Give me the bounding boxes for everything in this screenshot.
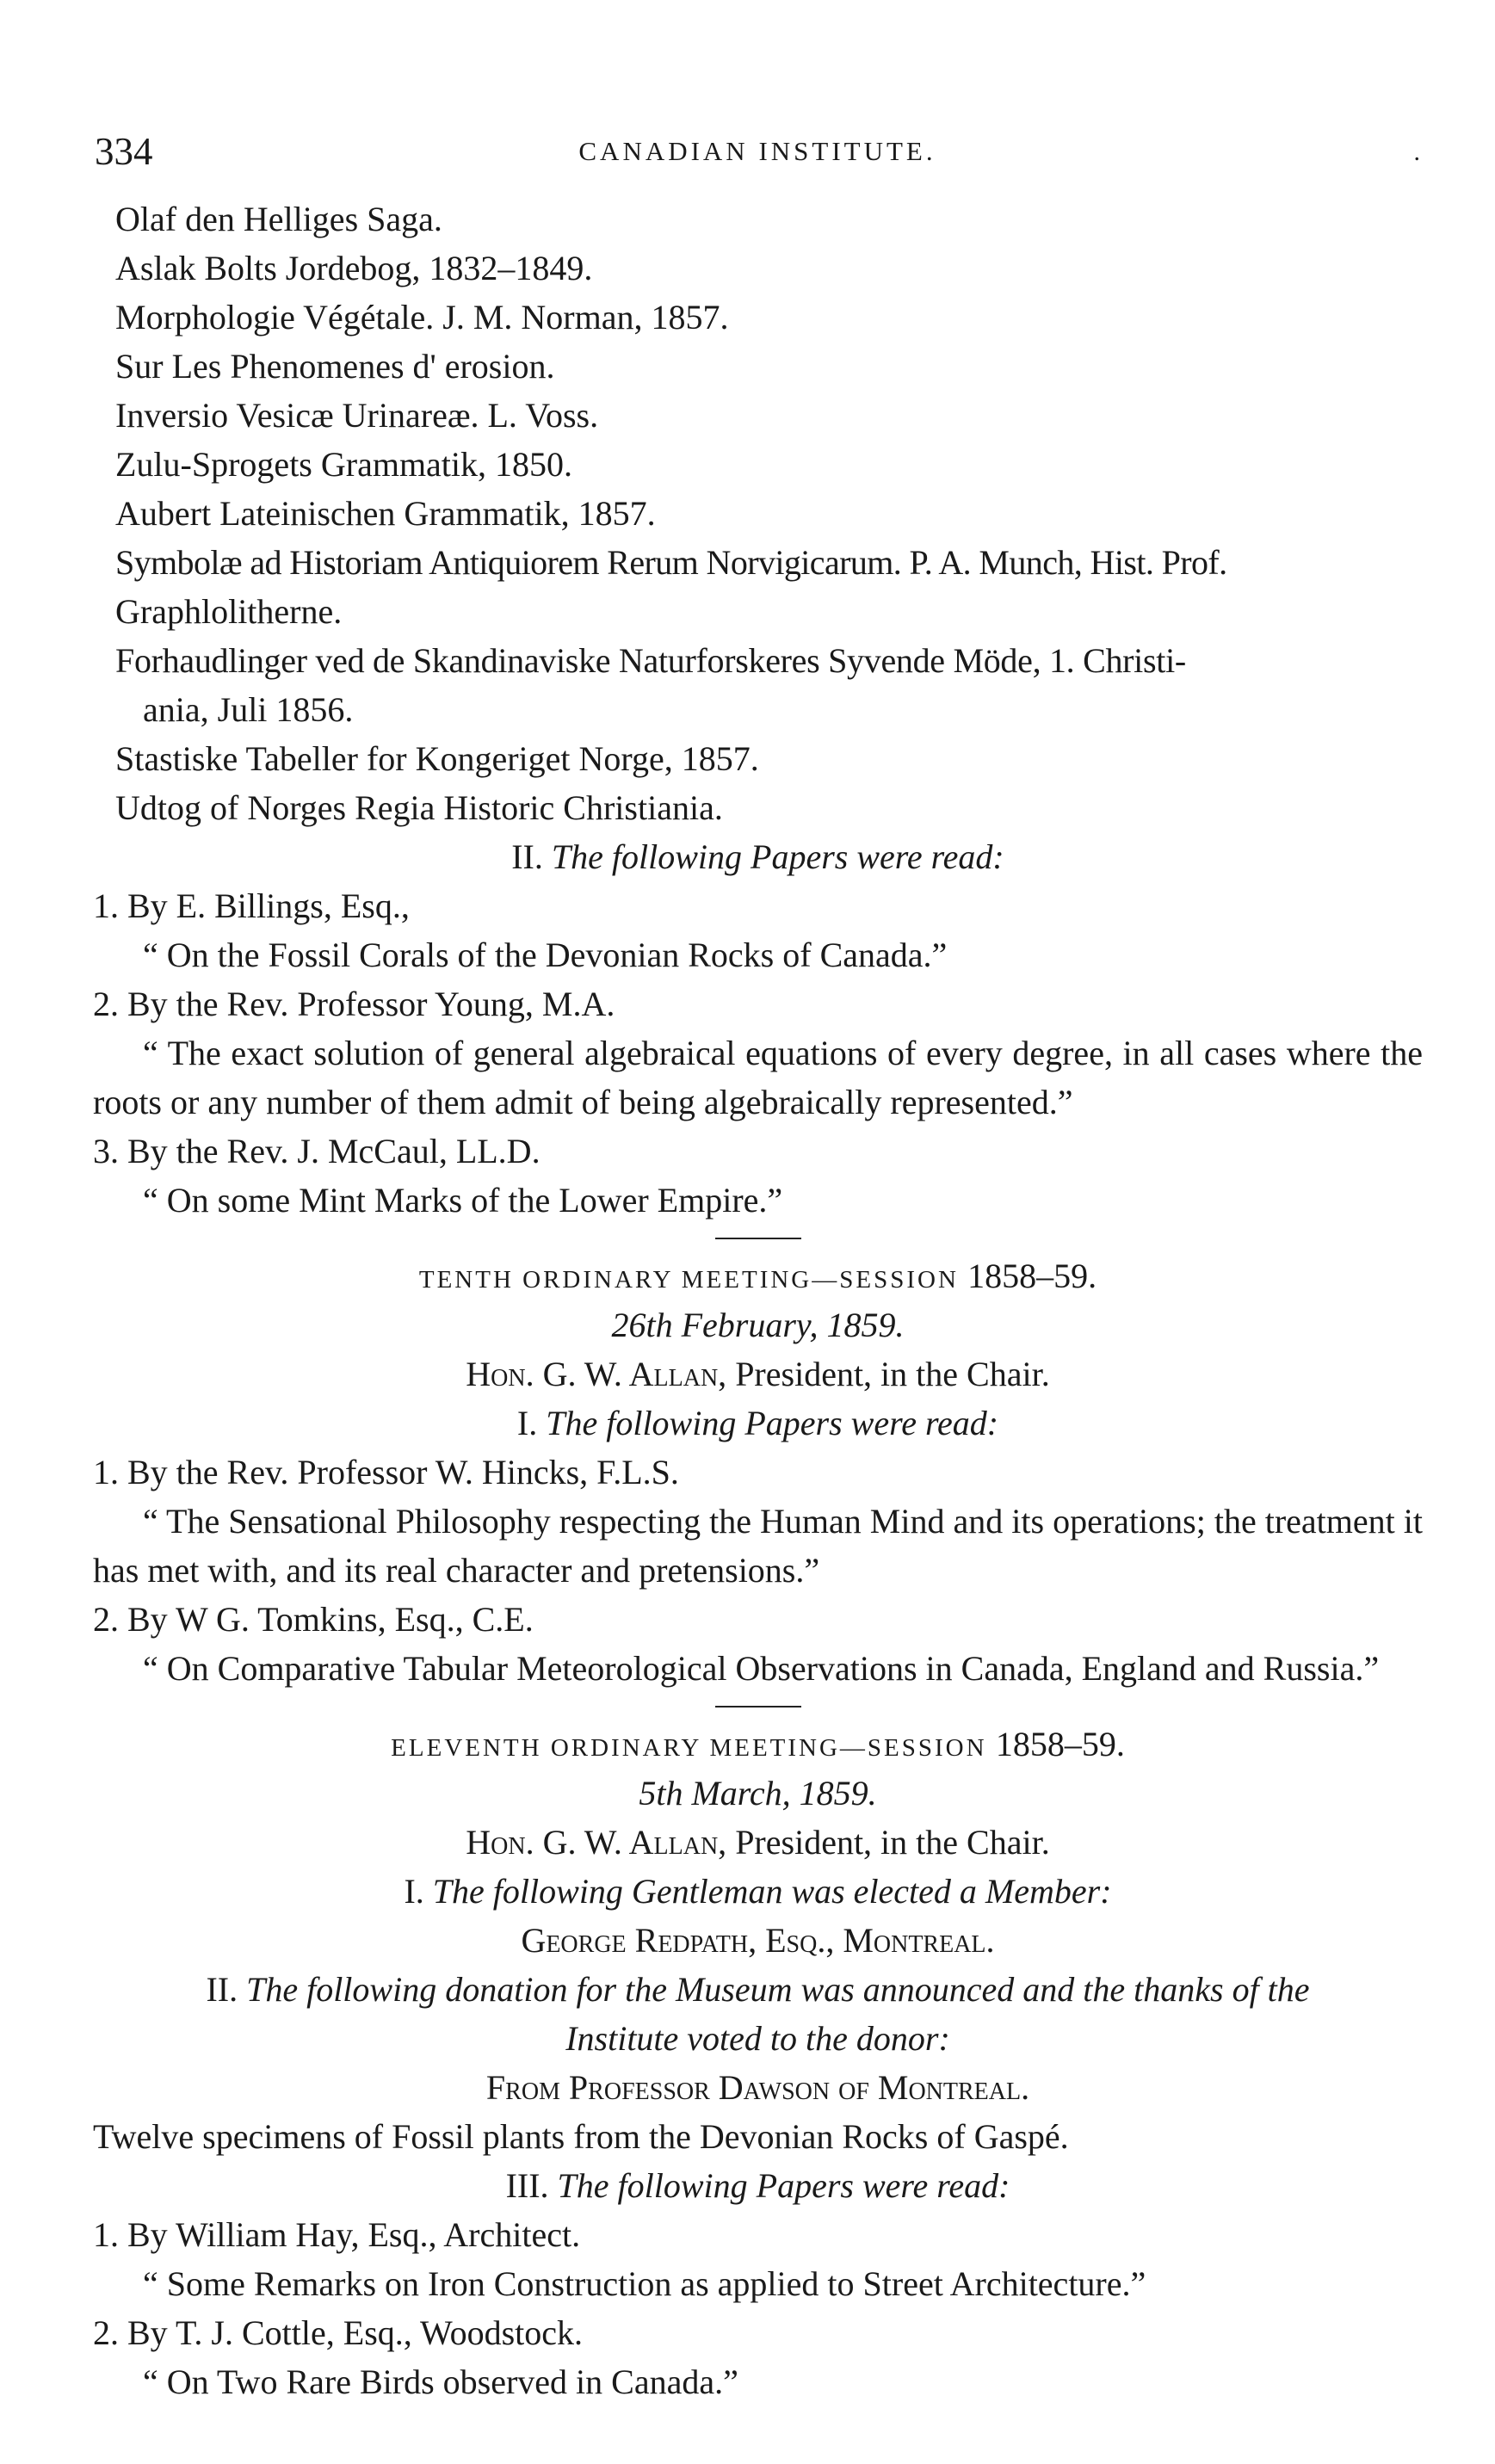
donation-text: Twelve specimens of Fossil plants from the Devonian Rocks of Gaspé.: [93, 2117, 1069, 2156]
section-heading: [93, 1399, 1423, 1448]
section-heading-continuation: Institute voted to the donor:: [565, 2019, 950, 2058]
paper-title: “ On the Fossil Corals of the Devonian Rocks of Canada.”: [143, 936, 948, 974]
running-title: CANADIAN INSTITUTE.: [578, 136, 936, 166]
meeting-title: [93, 1251, 1423, 1300]
divider: [715, 1706, 801, 1708]
book-entry: Sur Les Phenomenes d' erosion.: [115, 347, 555, 386]
paper-author: 1. By the Rev. Professor W. Hincks, F.L.S.: [93, 1453, 679, 1491]
meeting-chair: [93, 1349, 1423, 1399]
section-number: I.: [404, 1872, 424, 1911]
paper-author: 1. By William Hay, Esq., Architect.: [93, 2215, 581, 2254]
paper-title: “ On some Mint Marks of the Lower Empire.”: [143, 1181, 783, 1220]
section-heading: [93, 2161, 1423, 2210]
chair-role: President, in the Chair.: [735, 1355, 1050, 1393]
book-entry: Olaf den Helliges Saga.: [115, 200, 442, 238]
book-entry: Aslak Bolts Jordebog, 1832–1849.: [115, 249, 593, 287]
section-number: II.: [206, 1970, 238, 2009]
new-member: George Redpath, Esq., Montreal.: [521, 1921, 995, 1960]
meeting-date: 26th February, 1859.: [611, 1306, 905, 1344]
paper-author: 1. By E. Billings, Esq.,: [93, 886, 410, 925]
paper-author: 3. By the Rev. J. McCaul, LL.D.: [93, 1132, 541, 1170]
header-mark: .: [1413, 138, 1420, 166]
section-heading: [93, 832, 1423, 881]
book-entry: Symbolæ ad Historiam Antiquiorem Rerum Norvigicarum. P. A. Munch, Hist. Prof.: [115, 543, 1227, 582]
section-number: III.: [505, 2166, 549, 2205]
divider: [715, 1238, 801, 1239]
chair-name: Hon. G. W. Allan,: [466, 1823, 727, 1862]
page-header: [95, 129, 1420, 181]
paper-title: “ On Two Rare Birds observed in Canada.”: [143, 2362, 738, 2401]
paper-author: 2. By T. J. Cottle, Esq., Woodstock.: [93, 2313, 584, 2352]
section-heading-text: The following Gentleman was elected a Member:: [432, 1872, 1112, 1911]
section-heading-text: The following donation for the Museum was announced and the thanks of the: [246, 1970, 1310, 2009]
chair-role: President, in the Chair.: [735, 1823, 1050, 1862]
book-entry: Zulu-Sprogets Grammatik, 1850.: [115, 445, 573, 484]
paper-author: 2. By the Rev. Professor Young, M.A.: [93, 985, 615, 1023]
meeting-title-text: TENTH ORDINARY MEETING—SESSION: [418, 1266, 959, 1294]
section-heading-text: The following Papers were read:: [551, 837, 1004, 876]
book-entry-continuation: ania, Juli 1856.: [143, 690, 354, 729]
book-entry: Aubert Lateinischen Grammatik, 1857.: [115, 494, 656, 533]
page-number: 334: [95, 130, 153, 173]
meeting-date: 5th March, 1859.: [639, 1774, 877, 1812]
page-body: [93, 195, 1423, 2406]
donor: From Professor Dawson of Montreal.: [485, 2068, 1030, 2107]
book-entry: Morphologie Végétale. J. M. Norman, 1857.: [115, 298, 729, 337]
section-heading: [93, 1867, 1423, 1916]
paper-author: 2. By W G. Tomkins, Esq., C.E.: [93, 1600, 534, 1639]
book-entry: Inversio Vesicæ Urinareæ. L. Voss.: [115, 396, 599, 435]
section-heading-text: The following Papers were read:: [546, 1404, 999, 1442]
meeting-session: 1858–59.: [995, 1725, 1125, 1763]
section-number: II.: [511, 837, 543, 876]
paper-title: “ The Sensational Philosophy respecting the Human Mind and its operations; the treatment it has met with, and its real character and pretensions.”: [93, 1502, 1423, 1590]
paper-title: “ The exact solution of general algebraical equations of every degree, in all cases where the roots or any number of them admit of being algebraically represented.”: [93, 1034, 1423, 1121]
section-number: I.: [516, 1404, 538, 1442]
meeting-chair: [93, 1818, 1423, 1867]
meeting-title: [93, 1720, 1423, 1769]
meeting-title-text: ELEVENTH ORDINARY MEETING—SESSION: [391, 1734, 987, 1762]
book-entry: Graphlolitherne.: [115, 592, 343, 631]
book-entry: Udtog of Norges Regia Historic Christiania.: [115, 788, 723, 827]
section-heading: [93, 1965, 1423, 2014]
paper-title: “ Some Remarks on Iron Construction as applied to Street Architecture.”: [143, 2264, 1146, 2303]
book-entry: Stastiske Tabeller for Kongeriget Norge, 1857.: [115, 739, 759, 778]
meeting-session: 1858–59.: [967, 1257, 1097, 1295]
paper-title: “ On Comparative Tabular Meteorological Observations in Canada, England and Russia.”: [143, 1649, 1380, 1688]
chair-name: Hon. G. W. Allan,: [466, 1355, 727, 1393]
book-entry: Forhaudlinger ved de Skandinaviske Naturforskeres Syvende Möde, 1. Christi-: [115, 641, 1186, 680]
section-heading-text: The following Papers were read:: [557, 2166, 1010, 2205]
